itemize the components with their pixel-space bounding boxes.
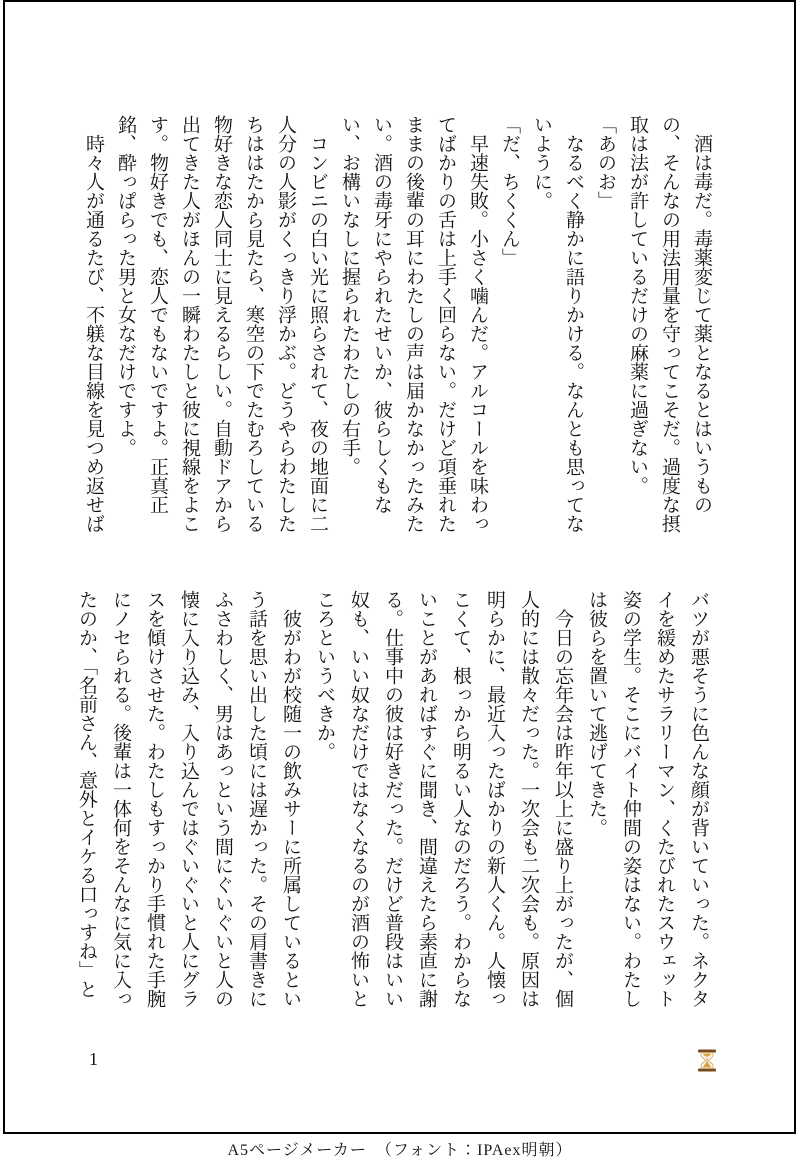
paragraph-continuation: バツが悪そうに色んな顔が背いていった。ネクタイを緩めたサラリーマン、くたびれたスウェット姿の学生。そこにバイト仲間の姿はない。わたしは彼らを置いて逃げてきた。 bbox=[586, 590, 709, 1008]
paragraph-dialogue: 「あのお」 bbox=[595, 115, 616, 210]
paragraph-dialogue: 「だ、ちくくん」 bbox=[499, 115, 520, 267]
text-block-upper bbox=[77, 115, 717, 536]
hourglass-icon bbox=[697, 1049, 717, 1072]
paragraph: コンビニの白い光に照らされて、夜の地面に二人分の人影がくっきり浮かぶ。どうやらわたしたちははたから見たら、寒空の下でたむろしている物好きな恋人同士に見えるらしい。自動ドアから出てきた人がほんの一瞬わたしと彼に視線をよこす。物好きでも、恋人でもないですよ。正真正銘、酔っぱらった男と女なだけですよ。 bbox=[115, 115, 328, 533]
paragraph: 今日の忘年会は昨年以上に盛り上がったが、個人的には散々だった。一次会も二次会も。原因は明らかに、最近入ったばかりの新人くん。人懐っこくて、根っから明るい人なのだろう。わからないことがあればすぐに聞き、間違えたら素直に謝る。仕事中の彼は好きだった。だけど普段はいい奴も、いい奴なだけではなくなるのが酒の怖いところというべきか。 bbox=[314, 590, 573, 1008]
page-number: 1 bbox=[89, 1049, 98, 1069]
paragraph: 早速失敗。小さく噛んだ。アルコールを味わってばかりの舌は上手く回らない。だけど項垂れたままの後輩の耳にわたしの声は届かなかったみたい。酒の毒牙にやられたせいか、彼らしくもない、お構いなしに握られたわたしの右手。 bbox=[339, 115, 488, 533]
novel-page bbox=[3, 0, 796, 1134]
paragraph: 時々人が通るたび、不躾な目線を見つめ返せば bbox=[83, 134, 104, 533]
text-block-lower bbox=[69, 590, 715, 1011]
paragraph: 彼がわが校随一の飲みサーに所属しているという話を思い出した頃には遅かった。その肩書きにふさわしく、男はあっという間にぐいぐいと人の懐に入り込み、入り込んではぐいぐいと人にグラスを傾けさせた。わたしもすっかり手慣れた手腕にノセられる。後輩は一体何をそんなに気に入ったのか、「名前さん、意外とイケる口っすね」と bbox=[76, 590, 301, 1008]
generator-caption: A5ページメーカー （フォント：IPAex明朝） bbox=[227, 1142, 573, 1159]
paragraph: 酒は毒だ。毒薬変じて薬となるとはいうものの、そんなの用法用量を守ってこそだ。過度な摂取は法が許しているだけの麻薬に過ぎない。 bbox=[627, 115, 712, 533]
paragraph: なるべく静かに語りかける。なんとも思ってないように。 bbox=[531, 115, 584, 533]
